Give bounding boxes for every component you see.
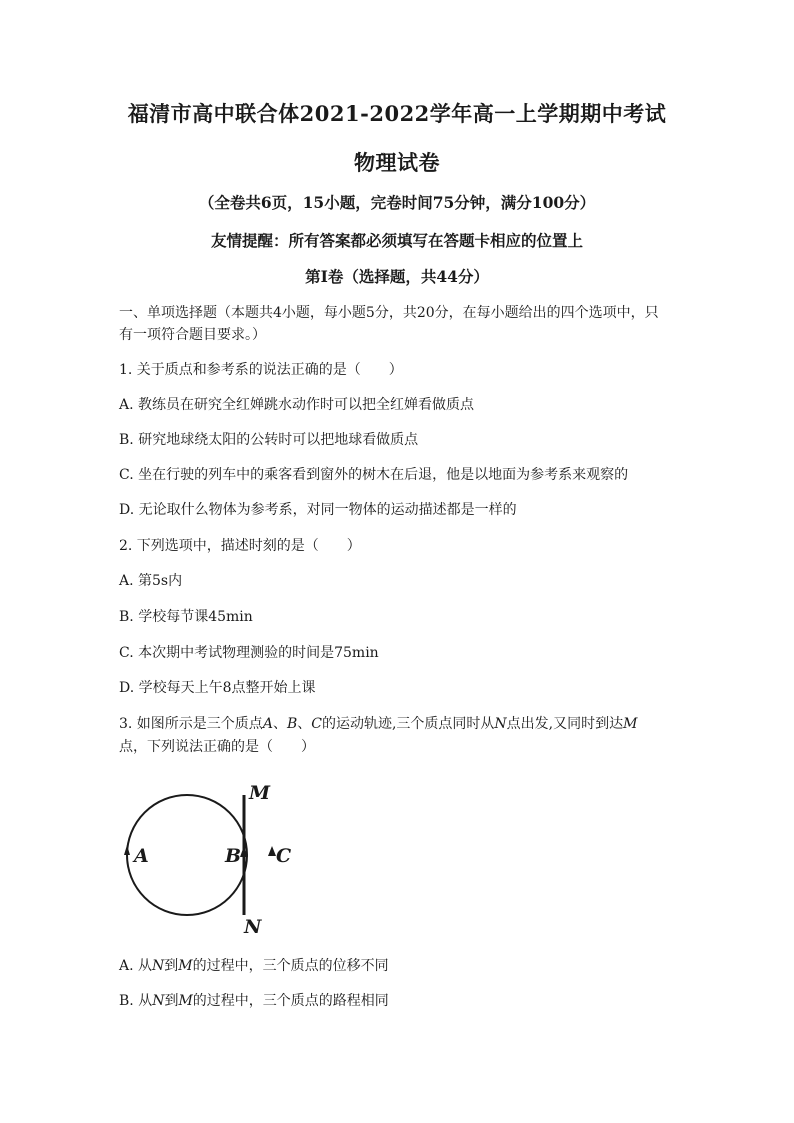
arrow-a-icon [124, 845, 130, 855]
var-m: M [623, 716, 638, 732]
q1-stem: 1. 关于质点和参考系的说法正确的是（ ） [119, 362, 403, 378]
var-b: B [286, 716, 298, 732]
q3-option-b [119, 990, 679, 1012]
q2-option-b: B. 学校每节课45min [119, 609, 253, 625]
option-text: 到 [164, 993, 179, 1009]
section-intro-line2: 有一项符合题目要求。） [119, 327, 266, 343]
reminder: 友情提醒：所有答案都必须填写在答题卡相应的位置上 [210, 231, 583, 250]
q2-option-d: D. 学校每天上午8点整开始上课 [119, 680, 316, 696]
option-text: 的过程中，三个质点的位移不同 [192, 958, 389, 974]
part-title: 第Ⅰ卷（选择题，共44分） [305, 267, 489, 286]
section-intro-line1: 一、单项选择题（本题共4小题，每小题5分，共20分，在每小题给出的四个选项中，只 [119, 305, 659, 321]
q3-stem-line2: 点，下列说法正确的是（ ） [119, 739, 315, 755]
label-b: B [225, 845, 242, 867]
q2-option-c: C. 本次期中考试物理测验的时间是75min [119, 645, 379, 661]
q1-option-c: C. 坐在行驶的列车中的乘客看到窗外的树木在后退，他是以地面为参考系来观察的 [119, 467, 629, 483]
arrow-c-icon [268, 846, 276, 856]
option-text: B. 从 [119, 993, 153, 1009]
q3-stem-text: 点出发,又同时到达 [506, 716, 624, 732]
q1-option-a: A. 教练员在研究全红婵跳水动作时可以把全红婵看做质点 [119, 397, 475, 413]
var-n: N [494, 716, 507, 732]
separator: 、 [297, 716, 312, 732]
q3-stem-text: 3. 如图所示是三个质点 [119, 716, 263, 732]
exam-title: 福清市高中联合体2021-2022学年高一上学期期中考试 [127, 101, 667, 126]
q3-option-a [119, 955, 679, 977]
label-a: A [134, 845, 149, 867]
q1-option-d: D. 无论取什么物体为参考系，对同一物体的运动描述都是一样的 [119, 502, 517, 518]
q2-option-a: A. 第5s内 [119, 573, 183, 589]
trajectory-figure [115, 775, 315, 935]
q1-option-b: B. 研究地球绕太阳的公转时可以把地球看做质点 [119, 432, 419, 448]
q3-stem-line1 [119, 713, 679, 735]
var-m: M [178, 958, 193, 974]
option-text: A. 从 [119, 958, 153, 974]
var-m: M [178, 993, 193, 1009]
var-n: N [152, 993, 165, 1009]
q3-stem-text: 的运动轨迹,三个质点同时从 [321, 716, 495, 732]
var-n: N [152, 958, 165, 974]
q2-stem: 2. 下列选项中，描述时刻的是（ ） [119, 538, 361, 554]
option-text: 到 [164, 958, 179, 974]
option-text: 的过程中，三个质点的路程相同 [192, 993, 389, 1009]
exam-info: （全卷共6页，15小题，完卷时间75分钟，满分100分） [198, 193, 596, 212]
label-c: C [276, 845, 292, 867]
separator: 、 [272, 716, 287, 732]
subject-title: 物理试卷 [354, 150, 440, 175]
var-c: C [311, 716, 322, 732]
label-m: M [249, 782, 271, 804]
label-n: N [244, 916, 262, 935]
var-a: A [262, 716, 273, 732]
